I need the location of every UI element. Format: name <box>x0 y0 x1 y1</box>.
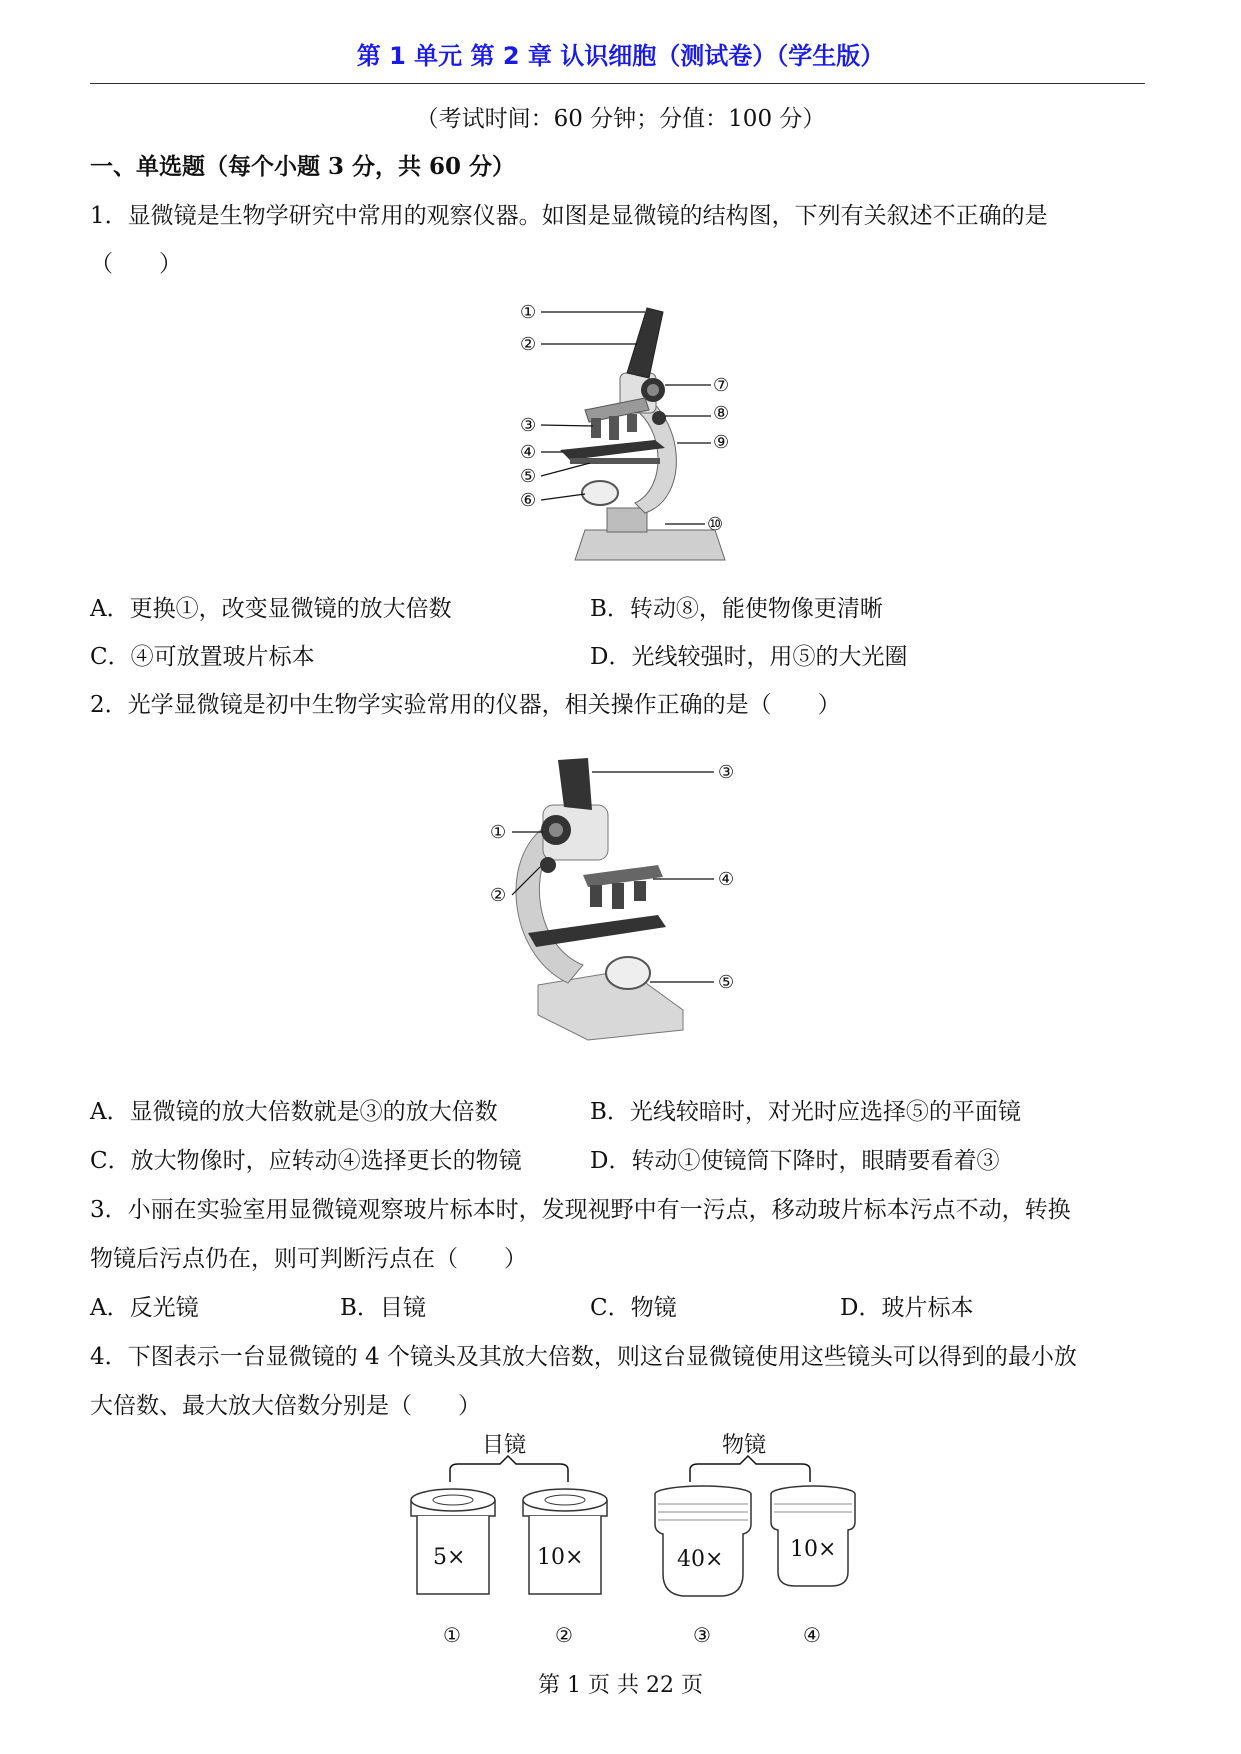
lens-4-mark: 10× <box>790 1537 837 1562</box>
q3-option-d: D．玻片标本 <box>840 1295 974 1321</box>
q1-label-3: ③ <box>520 415 537 436</box>
q1-microscope-drawing <box>515 298 755 568</box>
q2-option-d: D．转动①使镜筒下降时，眼睛要看着③ <box>590 1148 1000 1174</box>
eyepiece-label: 目镜 <box>482 1433 527 1458</box>
q2-option-c: C．放大物像时，应转动④选择更长的物镜 <box>90 1148 522 1174</box>
q1-label-7: ⑦ <box>713 375 730 396</box>
lens-2-mark: 10× <box>537 1545 584 1570</box>
lens-3-num: ③ <box>693 1623 711 1647</box>
q1-option-c: C．④可放置玻片标本 <box>90 644 315 670</box>
q1-label-8: ⑧ <box>713 403 730 424</box>
q2-label-1: ① <box>490 822 507 843</box>
q2-microscope-figure <box>488 755 748 1055</box>
q1-label-4: ④ <box>520 442 537 463</box>
q1-option-d: D．光线较强时，用⑤的大光圈 <box>590 644 908 670</box>
lens-eyepiece-1 <box>411 1489 495 1594</box>
q1-microscope-figure <box>515 298 755 568</box>
lens-4-num: ④ <box>803 1623 821 1647</box>
q1-label-5: ⑤ <box>520 466 537 487</box>
q1-label-6: ⑥ <box>520 490 537 511</box>
q2-label-4: ④ <box>718 869 735 890</box>
q2-microscope-drawing <box>488 755 748 1055</box>
lens-1-num: ① <box>443 1623 461 1647</box>
page-footer: 第 1 页 共 22 页 <box>538 1673 703 1698</box>
q1-option-b: B．转动⑧，能使物像更清晰 <box>590 596 883 622</box>
section-heading: 一、单选题（每个小题 3 分，共 60 分） <box>90 153 516 180</box>
q1-option-a: A．更换①，改变显微镜的放大倍数 <box>90 596 452 622</box>
q4-stem-line1: 4．下图表示一台显微镜的 4 个镜头及其放大倍数，则这台显微镜使用这些镜头可以得到的最小放 <box>90 1344 1077 1370</box>
q2-label-5: ⑤ <box>718 972 735 993</box>
q2-label-3: ③ <box>718 762 735 783</box>
q1-stem-line1: 1．显微镜是生物学研究中常用的观察仪器。如图是显微镜的结构图，下列有关叙述不正确的是 <box>90 203 1048 229</box>
q1-label-1: ① <box>520 302 537 323</box>
q1-label-2: ② <box>520 334 537 355</box>
lens-1-mark: 5× <box>433 1545 466 1570</box>
q2-option-a: A．显微镜的放大倍数就是③的放大倍数 <box>90 1099 498 1125</box>
lens-3-mark: 40× <box>677 1547 724 1572</box>
q3-stem-line2: 物镜后污点仍在，则可判断污点在（ ） <box>90 1246 527 1272</box>
objective-label: 物镜 <box>722 1433 767 1458</box>
q4-stem-line2: 大倍数、最大放大倍数分别是（ ） <box>90 1393 481 1419</box>
lens-objective-2 <box>771 1486 855 1586</box>
q2-label-2: ② <box>490 885 507 906</box>
q4-lens-drawing <box>400 1424 880 1654</box>
q3-option-b: B．目镜 <box>340 1295 426 1321</box>
header-divider <box>90 83 1145 84</box>
lens-2-num: ② <box>555 1623 573 1647</box>
q3-stem-line1: 3．小丽在实验室用显微镜观察玻片标本时，发现视野中有一污点，移动玻片标本污点不动，转换 <box>90 1197 1071 1223</box>
q1-stem-line2: （ ） <box>90 251 182 277</box>
page-header-title: 第 1 单元 第 2 章 认识细胞（测试卷）（学生版） <box>356 42 885 70</box>
q3-option-c: C．物镜 <box>590 1295 677 1321</box>
q2-stem: 2．光学显微镜是初中生物学实验常用的仪器，相关操作正确的是（ ） <box>90 692 841 718</box>
q1-label-10: ⑩ <box>707 514 724 535</box>
lens-eyepiece-2 <box>523 1489 607 1594</box>
q2-option-b: B．光线较暗时，对光时应选择⑤的平面镜 <box>590 1099 1021 1125</box>
exam-info: （考试时间：60 分钟；分值：100 分） <box>415 106 826 132</box>
lens-objective-1 <box>655 1486 751 1596</box>
q4-lens-figure <box>400 1424 880 1654</box>
q3-option-a: A．反光镜 <box>90 1295 199 1321</box>
q1-label-9: ⑨ <box>713 432 730 453</box>
